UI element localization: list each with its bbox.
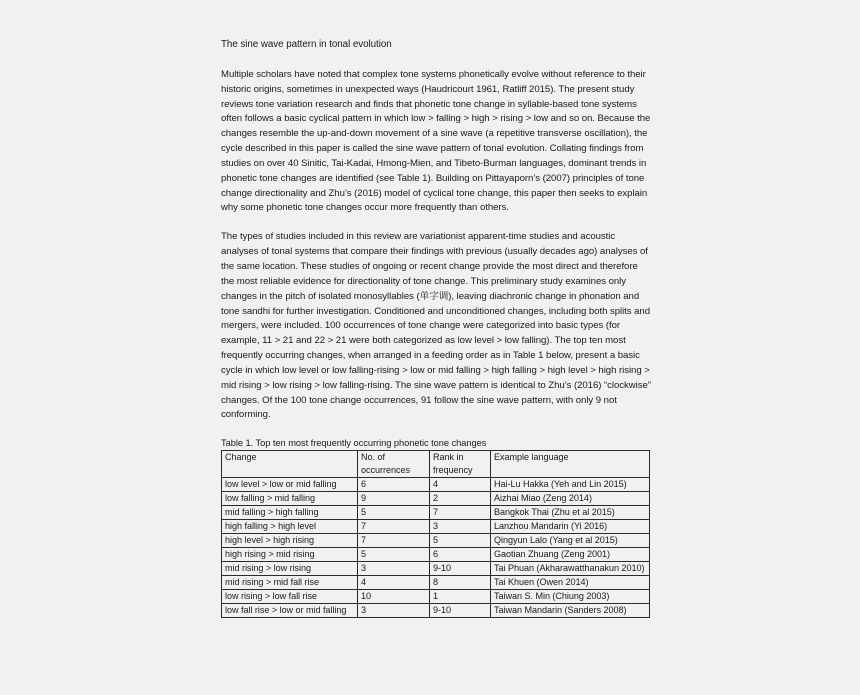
cell-rank: 9-10 — [430, 604, 491, 618]
cell-change: high falling > high level — [222, 520, 358, 534]
table-row — [222, 604, 650, 618]
cell-change: mid rising > mid fall rise — [222, 576, 358, 590]
section-title: The sine wave pattern in tonal evolution — [221, 39, 392, 50]
table-row — [222, 590, 650, 604]
cell-change: high rising > mid rising — [222, 548, 358, 562]
table-row — [222, 576, 650, 590]
table-row — [222, 562, 650, 576]
cell-example-language: Qingyun Lalo (Yang et al 2015) — [491, 534, 650, 548]
cell-rank: 8 — [430, 576, 491, 590]
cell-change: mid falling > high falling — [222, 506, 358, 520]
cell-example-language: Hai-Lu Hakka (Yeh and Lin 2015) — [491, 478, 650, 492]
cell-example-language: Bangkok Thai (Zhu et al 2015) — [491, 506, 650, 520]
cell-occurrences: 7 — [358, 534, 430, 548]
table-row — [222, 506, 650, 520]
header-rank: Rank in frequency — [430, 451, 491, 478]
cell-occurrences: 3 — [358, 604, 430, 618]
cell-example-language: Taiwan S. Min (Chiung 2003) — [491, 590, 650, 604]
header-example-language: Example language — [491, 451, 650, 478]
cell-occurrences: 10 — [358, 590, 430, 604]
cell-occurrences: 5 — [358, 506, 430, 520]
cell-occurrences: 5 — [358, 548, 430, 562]
cell-change: high level > high rising — [222, 534, 358, 548]
cell-occurrences: 6 — [358, 478, 430, 492]
cell-rank: 4 — [430, 478, 491, 492]
cell-example-language: Tai Khuen (Owen 2014) — [491, 576, 650, 590]
cell-change: low rising > low fall rise — [222, 590, 358, 604]
header-change: Change — [222, 451, 358, 478]
table-caption: Table 1. Top ten most frequently occurring phonetic tone changes — [221, 438, 487, 449]
cell-rank: 9-10 — [430, 562, 491, 576]
table-header-row — [222, 451, 650, 478]
article-page — [221, 38, 651, 618]
cell-example-language: Lanzhou Mandarin (Yi 2016) — [491, 520, 650, 534]
tone-change-table — [221, 450, 650, 618]
table-row — [222, 548, 650, 562]
cell-change: low fall rise > low or mid falling — [222, 604, 358, 618]
cell-rank: 5 — [430, 534, 491, 548]
table-row — [222, 534, 650, 548]
cell-rank: 3 — [430, 520, 491, 534]
table-row — [222, 520, 650, 534]
cell-occurrences: 9 — [358, 492, 430, 506]
cell-rank: 1 — [430, 590, 491, 604]
cell-occurrences: 7 — [358, 520, 430, 534]
cell-occurrences: 3 — [358, 562, 430, 576]
cell-rank: 6 — [430, 548, 491, 562]
cell-example-language: Tai Phuan (Akharawatthanakun 2010) — [491, 562, 650, 576]
cell-rank: 2 — [430, 492, 491, 506]
cell-occurrences: 4 — [358, 576, 430, 590]
cell-example-language: Gaotian Zhuang (Zeng 2001) — [491, 548, 650, 562]
paragraph-intro: Multiple scholars have noted that complex tone systems phonetically evolve without reference to their historic origins, sometimes in unexpected ways (Haudricourt 1961, Ratliff 2015). The present study reviews tone variation research and finds that phonetic tone change in syllable-based tone systems often follows a basic cyclical pattern in which low > falling > high > rising > low and so on. Because the changes resemble the up-and-down movement of a sine wave (a repetitive transverse oscillation), the cycle described in this paper is called the sine wave pattern of tonal evolution. Collating findings from studies on over 40 Sinitic, Tai-Kadai, Hmong-Mien, and Tibeto-Burman languages, dominant trends in phonetic tone changes are identified (see Table 1). Building on Pittayaporn’s (2007) principles of tone change directionality and Zhu’s (2016) model of cyclical tone change, this paper then seeks to explain why some phonetic tone changes occur more frequently than others. — [221, 68, 651, 214]
cell-change: low falling > mid falling — [222, 492, 358, 506]
table-row — [222, 492, 650, 506]
cell-change: mid rising > low rising — [222, 562, 358, 576]
cell-rank: 7 — [430, 506, 491, 520]
paragraph-methods: The types of studies included in this review are variationist apparent-time studies and acoustic analyses of tonal systems that compare their findings with previous (usually decades ago) analyses of the same location. These studies of ongoing or recent change provide the most direct and therefore the most reliable evidence for directionality of tone change. This preliminary study examines only changes in the pitch of isolated monosyllables (单字调), leaving diachronic change in phonation and tone sandhi for further investigation. Conditioned and unconditioned changes, including both splits and mergers, were included. 100 occurrences of tone change were categorized into basic types (for example, 11 > 21 and 22 > 21 were both categorized as low level > low falling). The top ten most frequently occurring changes, when arranged in a feeding order as in Table 1 below, present a basic cycle in which low level or low falling-rising > low or mid falling > high falling > high level > high rising > mid rising > low rising > low falling-rising. The sine wave pattern is identical to Zhu’s (2016) “clockwise” changes. Of the 100 tone change occurrences, 91 follow the sine wave pattern, with only 9 not conforming. — [221, 231, 651, 421]
table-row — [222, 478, 650, 492]
cell-change: low level > low or mid falling — [222, 478, 358, 492]
header-occurrences: No. of occurrences — [358, 451, 430, 478]
cell-example-language: Taiwan Mandarin (Sanders 2008) — [491, 604, 650, 618]
cell-example-language: Aizhai Miao (Zeng 2014) — [491, 492, 650, 506]
